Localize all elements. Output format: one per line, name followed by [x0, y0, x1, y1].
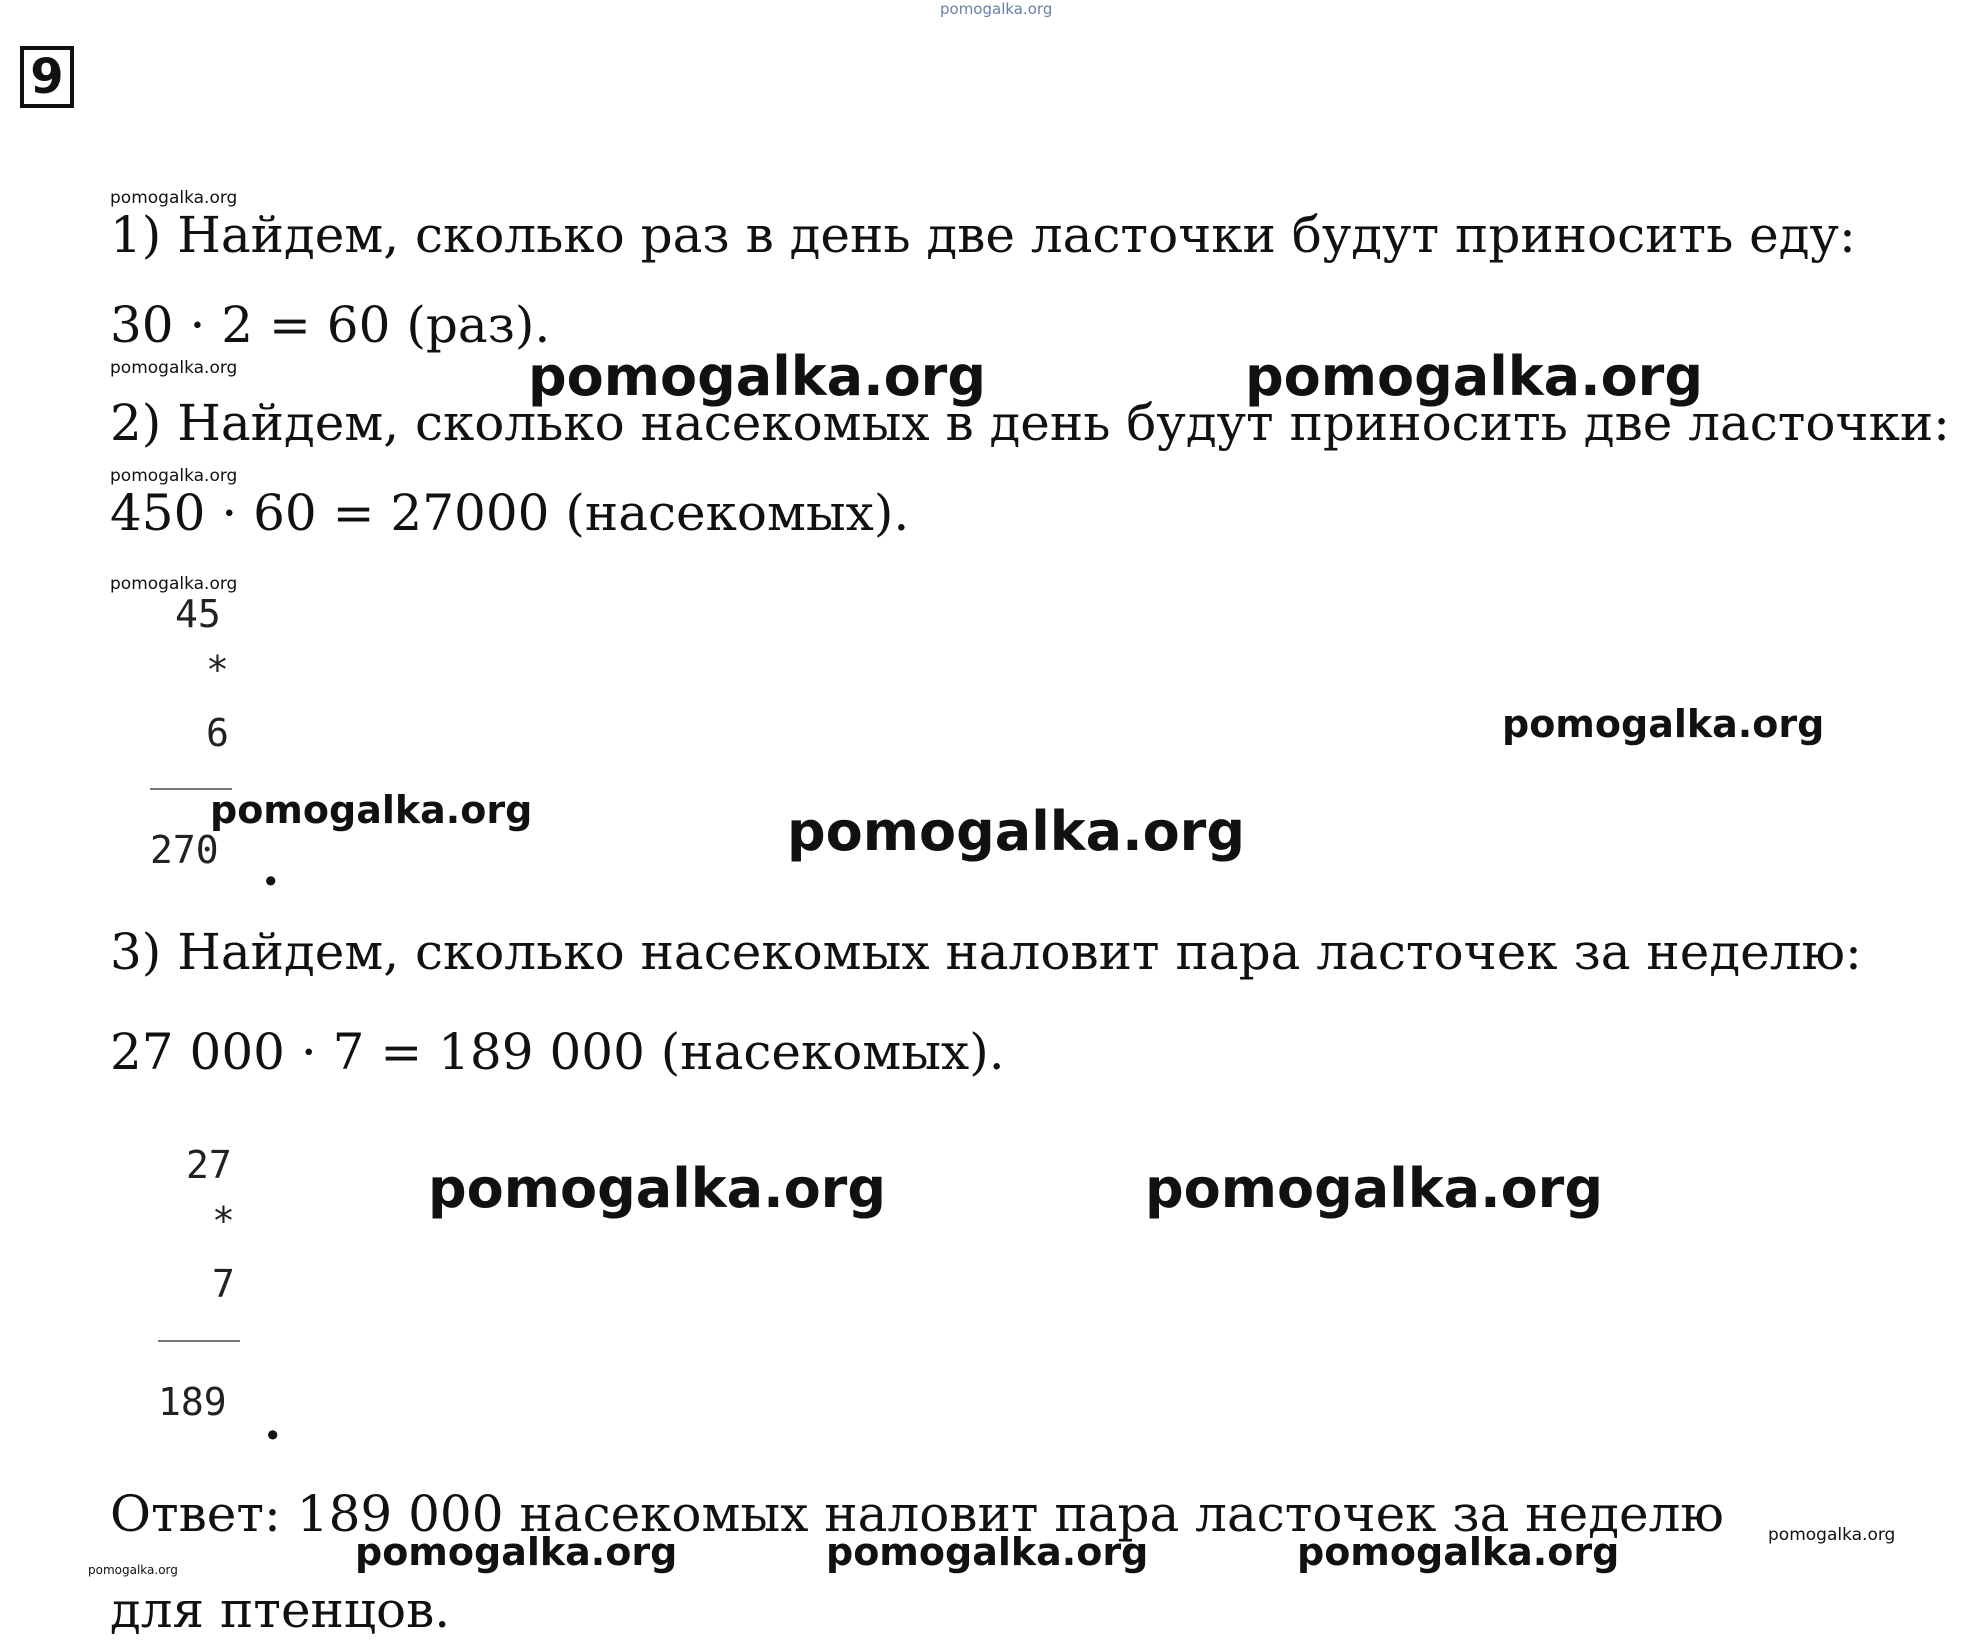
watermark-small: pomogalka.org: [110, 466, 238, 486]
step-3-text: 3) Найдем, сколько насекомых наловит пара ласточек за неделю:: [110, 923, 1862, 981]
watermark-large: pomogalka.org: [428, 1157, 886, 1220]
column-1-top-number: 45: [175, 592, 221, 636]
column-1-result: 270: [150, 828, 219, 872]
step-1-text: 1) Найдем, сколько раз в день две ласточки будут приносить еду:: [110, 206, 1856, 264]
watermark-large: pomogalka.org: [528, 345, 986, 408]
column-2-top-number: 27: [186, 1143, 232, 1187]
watermark-small: pomogalka.org: [1768, 1525, 1896, 1545]
watermark-large: pomogalka.org: [1245, 345, 1703, 408]
watermark-small: pomogalka.org: [110, 188, 238, 208]
watermark-medium: pomogalka.org: [826, 1530, 1149, 1574]
watermark-medium: pomogalka.org: [355, 1530, 678, 1574]
step-2-text: 2) Найдем, сколько насекомых в день будут приносить две ласточки:: [110, 394, 1951, 452]
step-3-calc: 27 000 · 7 = 189 000 (насекомых).: [110, 1023, 1005, 1081]
column-2-operator: *: [212, 1199, 235, 1243]
step-1-calc: 30 · 2 = 60 (раз).: [110, 296, 551, 354]
step-2-calc: 450 · 60 = 27000 (насекомых).: [110, 484, 910, 542]
watermark-tiny: pomogalka.org: [88, 1563, 178, 1577]
column-2-result: 189: [158, 1380, 227, 1424]
column-1-operator: *: [206, 648, 229, 692]
column-2-bottom-number: 7: [212, 1262, 235, 1306]
column-2-rule: [158, 1340, 240, 1342]
column-2-dot: .: [264, 1392, 282, 1451]
watermark-small: pomogalka.org: [110, 574, 238, 594]
column-1-bottom-number: 6: [206, 711, 229, 755]
watermark-large: pomogalka.org: [787, 800, 1245, 863]
task-number-box: 9: [20, 46, 74, 108]
watermark-medium: pomogalka.org: [1502, 702, 1825, 746]
column-1-dot: .: [262, 838, 280, 897]
answer-line-1: Ответ: 189 000 насекомых наловит пара ласточек за неделю: [110, 1485, 1724, 1543]
watermark-medium: pomogalka.org: [1297, 1530, 1620, 1574]
watermark-large: pomogalka.org: [1145, 1157, 1603, 1220]
answer-line-2: для птенцов.: [110, 1581, 451, 1639]
watermark-top: pomogalka.org: [940, 0, 1053, 18]
watermark-small: pomogalka.org: [110, 358, 238, 378]
watermark-medium: pomogalka.org: [210, 788, 533, 832]
